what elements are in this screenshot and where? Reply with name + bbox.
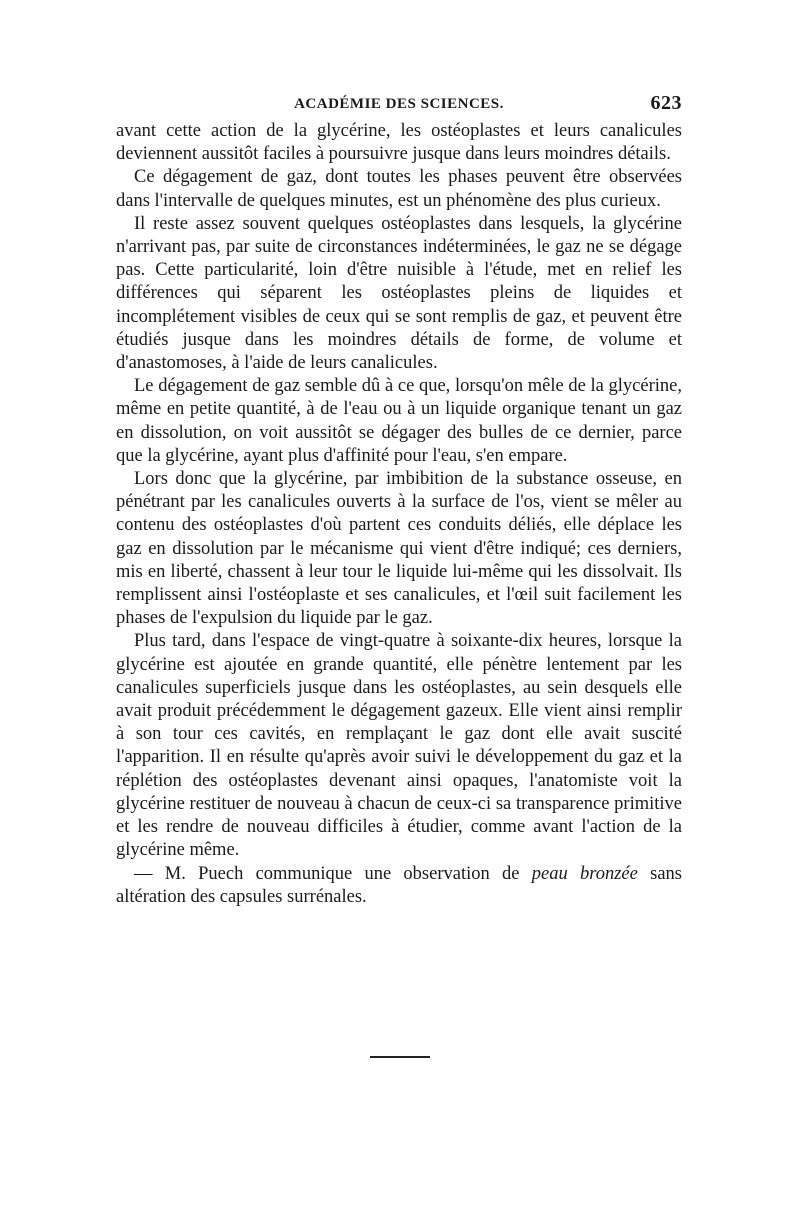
paragraph: Ce dégagement de gaz, dont toutes les phases peuvent être observées dans l'intervalle de quelques minutes, est un phénomène des plus curieux.	[116, 167, 682, 211]
communication-tail: sans altération des capsules surrénales.	[116, 863, 682, 907]
page-title: ACADÉMIE DES SCIENCES.	[294, 96, 504, 112]
communication-paragraph	[116, 863, 682, 909]
paragraph: Il reste assez souvent quelques ostéoplastes dans lesquels, la glycérine n'arrivant pas, par suite de circonstances indéterminées, le gaz ne se dégage pas. Cette particularité, loin d'être nuisible à l'étude, met en relief les différences qui séparent les ostéoplastes pleins de liquides et incomplétement visibles de ceux qui se sont remplis de gaz, et peuvent être étudiés jusque dans les moindres détails de forme, de volume et d'anastomoses, à l'aide de leurs canalicules.	[116, 213, 682, 374]
page-number: 623	[650, 92, 682, 114]
paragraph: Le dégagement de gaz semble dû à ce que, lorsqu'on mêle de la glycérine, même en petite quantité, à de l'eau ou à un liquide organique tenant un gaz en dissolution, on voit aussitôt se dégager des bulles de ce dernier, parce que la glycérine, ayant plus d'affinité pour l'eau, s'en empare.	[116, 376, 682, 466]
body-text	[116, 120, 682, 909]
italic-term: peau bronzée	[531, 863, 638, 884]
section-divider	[370, 1056, 430, 1058]
running-head	[116, 92, 682, 120]
communication-lead: — M. Puech communique une observation de	[134, 863, 532, 884]
paragraph: avant cette action de la glycérine, les ostéoplastes et leurs canalicules deviennent aussitôt faciles à poursuivre jusque dans leurs moindres détails.	[116, 121, 682, 165]
document-page	[116, 92, 682, 909]
paragraph: Lors donc que la glycérine, par imbibition de la substance osseuse, en pénétrant par les canalicules ouverts à la surface de l'os, vient se mêler au contenu des ostéoplastes d'où partent ces conduits déliés, elle déplace les gaz en dissolution par le mécanisme qui vient d'être indiqué; ces derniers, mis en liberté, chassent à leur tour le liquide lui-même qui les dissolvait. Ils remplissent ainsi l'ostéoplaste et ses canalicules, et l'œil suit facilement les phases de l'expulsion du liquide par le gaz.	[116, 469, 682, 629]
paragraph: Plus tard, dans l'espace de vingt-quatre à soixante-dix heures, lorsque la glycérine est ajoutée en grande quantité, elle pénètre lentement par les canalicules superficiels jusque dans les ostéoplastes, au sein desquels elle avait produit précédemment le dégagement gazeux. Elle vient ainsi remplir à son tour ces cavités, en remplaçant le gaz dont elle avait suscité l'apparition. Il en résulte qu'après avoir suivi le développement du gaz et la réplétion des ostéoplastes devenant ainsi opaques, l'anatomiste voit la glycérine restituer de nouveau à chacun de ceux-ci sa transparence primitive et les rendre de nouveau difficiles à étudier, comme avant l'action de la glycérine même.	[116, 631, 682, 861]
